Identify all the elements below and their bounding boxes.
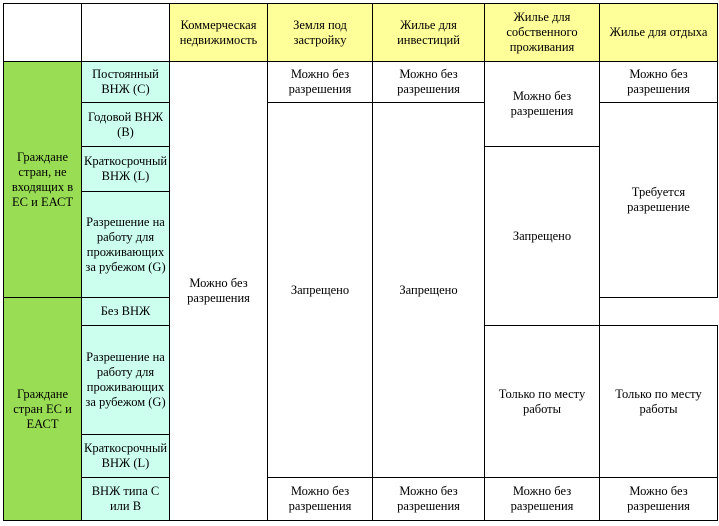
cell-investment-allowed: Можно без разрешения [373,62,485,103]
column-header-own-residence: Жилье для собственного проживания [485,4,600,62]
column-header-vacation: Жилье для отдыха [600,4,718,62]
cell-own-workplace-only: Только по месту работы [485,326,600,478]
permit-label-l: Краткосрочный ВНЖ (L) [82,147,170,192]
permit-label-c-or-b: ВНЖ типа С или В [82,478,170,521]
header-blank-cell [4,4,82,62]
column-header-commercial: Коммерческая недвижимость [170,4,268,62]
permit-label-b: Годовой ВНЖ (B) [82,103,170,147]
cell-land-allowed: Можно без разрешения [268,478,373,521]
column-header-investment: Жилье для инвестиций [373,4,485,62]
permit-label-g: Разрешение на работу для проживающих за рубежом (G) [82,192,170,298]
property-rules-table [3,3,718,521]
permit-label-c: Постоянный ВНЖ (С) [82,62,170,103]
cell-own-allowed: Можно без разрешения [485,62,600,147]
cell-land-allowed: Можно без разрешения [268,62,373,103]
column-header-land: Земля под застройку [268,4,373,62]
cell-land-forbidden: Запрещено [268,103,373,478]
cell-own-allowed: Можно без разрешения [485,478,600,521]
header-blank-cell [82,4,170,62]
group-label-eu: Граждане стран ЕС и ЕАСТ [4,298,82,521]
permit-label-none: Без ВНЖ [82,298,170,326]
group-label-non-eu: Граждане стран, не входящих в ЕС и ЕАСТ [4,62,82,298]
cell-vacation-allowed: Можно без разрешения [600,62,718,103]
permit-label-l: Краткосрочный ВНЖ (L) [82,435,170,478]
cell-commercial-allowed: Можно без разрешения [170,62,268,521]
cell-investment-allowed: Можно без разрешения [373,478,485,521]
cell-vacation-requires-permit: Требуется разрешение [600,103,718,298]
cell-vacation-allowed: Можно без разрешения [600,478,718,521]
cell-vacation-workplace-only: Только по месту работы [600,326,718,478]
cell-investment-forbidden: Запрещено [373,103,485,478]
cell-own-forbidden: Запрещено [485,147,600,326]
permit-label-g: Разрешение на работу для проживающих за рубежом (G) [82,326,170,435]
